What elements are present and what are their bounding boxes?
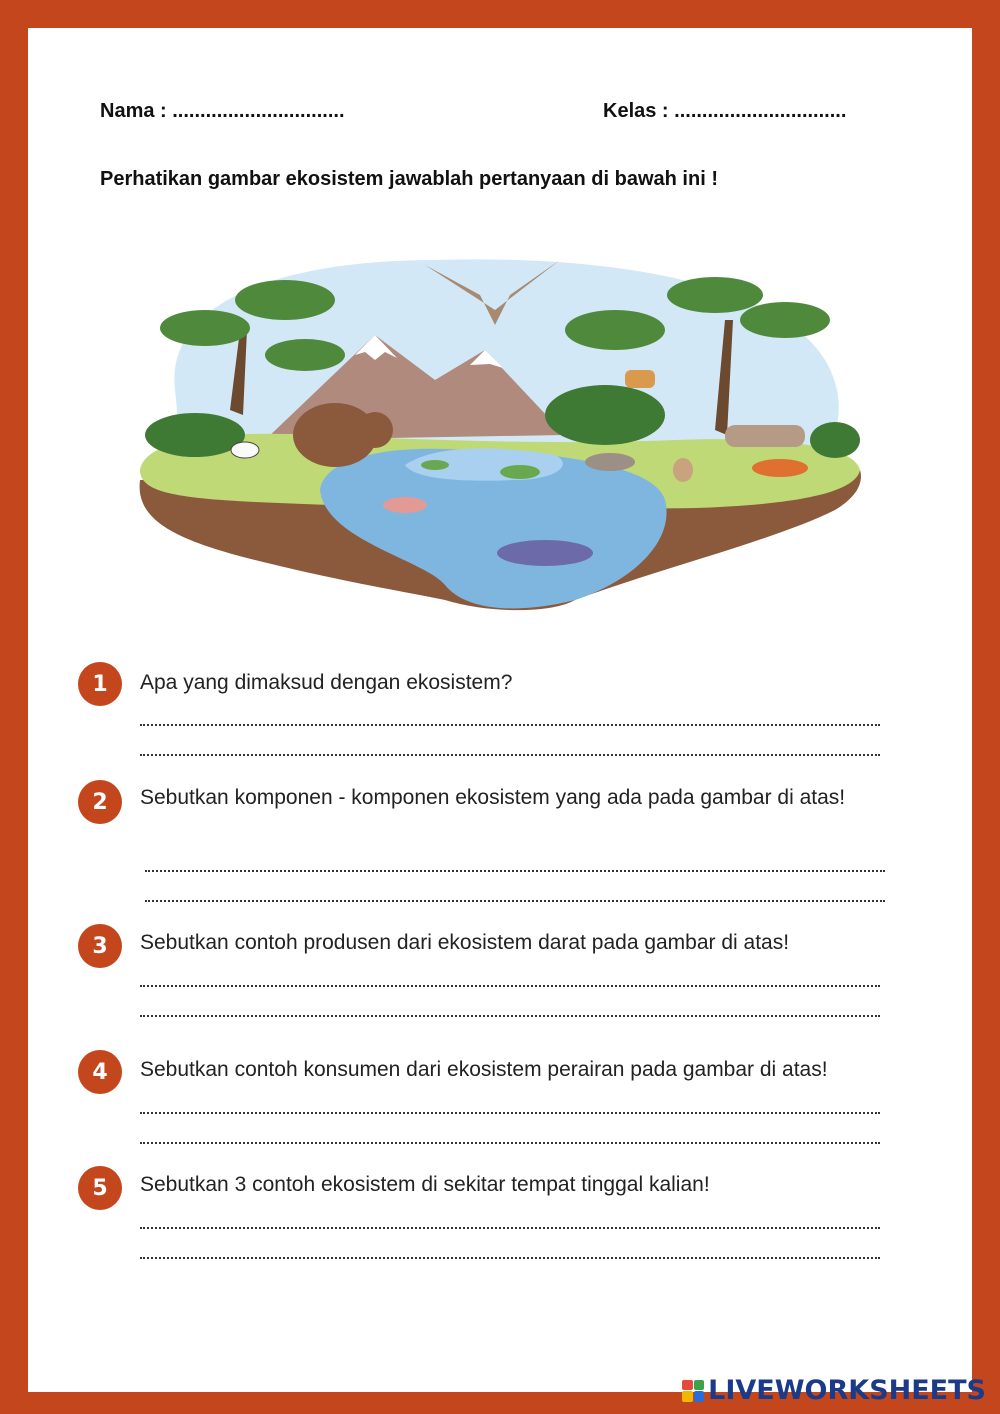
stork — [231, 442, 259, 458]
ecosystem-illustration — [135, 240, 865, 620]
answer-line-1a[interactable] — [140, 722, 880, 726]
question-text-1: Apa yang dimaksud dengan ekosistem? — [140, 671, 513, 694]
liveworksheets-logo-icon — [682, 1380, 704, 1402]
question-text-5: Sebutkan 3 contoh ekosistem di sekitar tempat tinggal kalian! — [140, 1173, 710, 1196]
rock — [585, 453, 635, 471]
log — [725, 425, 805, 447]
answer-line-4b[interactable] — [140, 1140, 880, 1144]
bush — [810, 422, 860, 458]
tree-canopy — [667, 277, 763, 313]
question-text-4: Sebutkan contoh konsumen dari ekosistem perairan pada gambar di atas! — [140, 1058, 828, 1081]
answer-line-5b[interactable] — [140, 1255, 880, 1259]
rabbit — [673, 458, 693, 482]
answer-line-5a[interactable] — [140, 1225, 880, 1229]
nama-field: Nama : ............................... — [100, 100, 345, 122]
lily-pad — [421, 460, 449, 470]
question-text-3: Sebutkan contoh produsen dari ekosistem darat pada gambar di atas! — [140, 931, 790, 954]
question-text-2: Sebutkan komponen - komponen ekosistem yang ada pada gambar di atas! — [140, 786, 846, 809]
question-number-4: 4 — [78, 1050, 122, 1094]
answer-line-4a[interactable] — [140, 1110, 880, 1114]
catfish — [497, 540, 593, 566]
question-number-3: 3 — [78, 924, 122, 968]
tree-canopy — [160, 310, 250, 346]
fox — [752, 459, 808, 477]
tree-canopy — [740, 302, 830, 338]
deer — [625, 370, 655, 388]
salmon — [383, 497, 427, 513]
bush — [145, 413, 245, 457]
question-number-5: 5 — [78, 1166, 122, 1210]
question-number-2: 2 — [78, 780, 122, 824]
answer-line-2a[interactable] — [145, 868, 885, 872]
tree-canopy — [265, 339, 345, 371]
liveworksheets-brand[interactable] — [682, 1375, 986, 1406]
answer-line-3a[interactable] — [140, 983, 880, 987]
instruction-text: Perhatikan gambar ekosistem jawablah pertanyaan di bawah ini ! — [100, 168, 718, 190]
question-number-1: 1 — [78, 662, 122, 706]
bush — [545, 385, 665, 445]
brand-name: LIVEWORKSHEETS — [708, 1375, 986, 1406]
answer-line-3b[interactable] — [140, 1013, 880, 1017]
answer-line-2b[interactable] — [145, 898, 885, 902]
tree-canopy — [565, 310, 665, 350]
kelas-field: Kelas : ............................... — [603, 100, 847, 122]
tree-canopy — [235, 280, 335, 320]
answer-line-1b[interactable] — [140, 752, 880, 756]
lily-pad — [500, 465, 540, 479]
bear-head — [357, 412, 393, 448]
